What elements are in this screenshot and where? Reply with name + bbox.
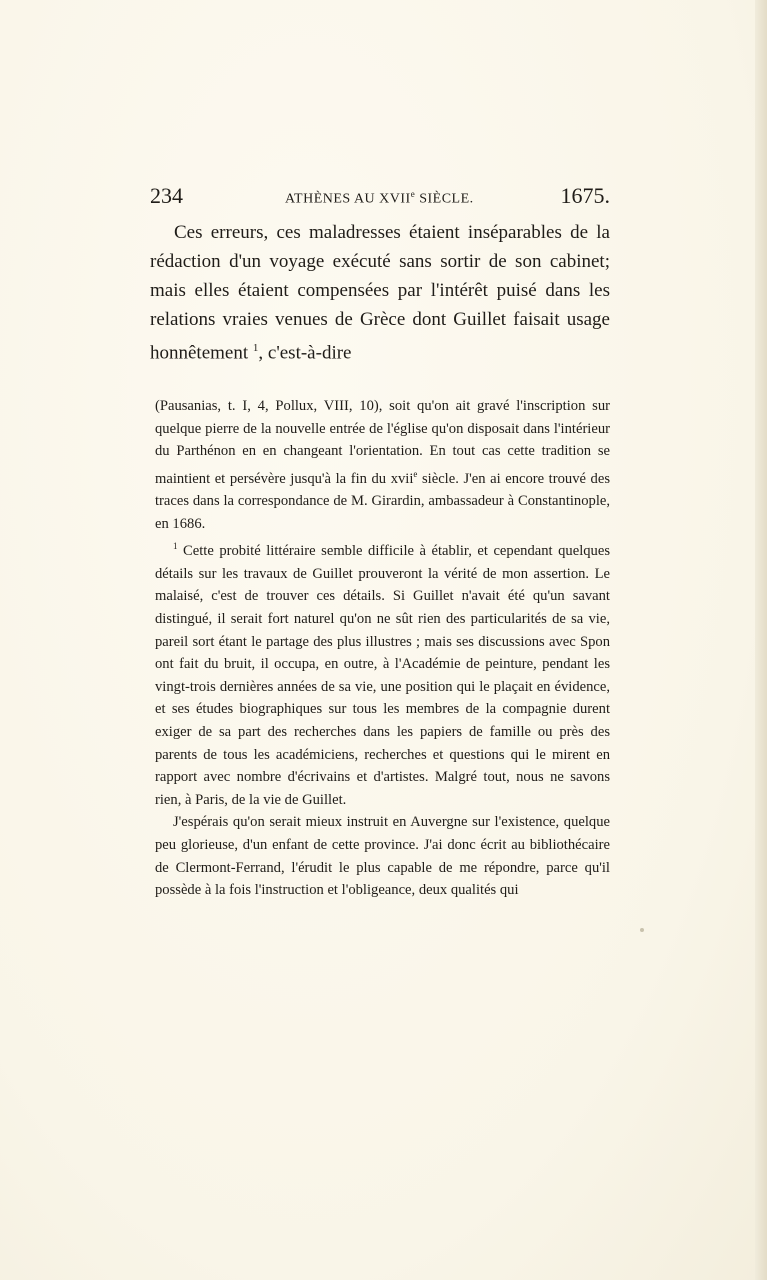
- footnote-1: $^1$ Cette probité littéraire semble difficile à établir, et cependant quelques détails sur les travaux de Guillet prouveront la vérité de mon assertion. Le malaisé, c'est de trouver ces détails. Si Guillet n'avait été qu'un savant distingué, il serait fort naturel qu'on ne sût rien des particularités de sa vie, pareil sort étant le partage des plus illustres ; mais ses discussions avec Spon ont fait du bruit, il occupa, en outre, à l'Académie de peinture, pendant les vingt-trois dernières années de sa vie, une position qui le plaçait en évidence, et ses études biographiques sur tous les membres de la compagnie durent exiger de sa part des recherches dans les papiers de famille ou près des parents de tous les académiciens, recherches et questions qui le mirent en rapport avec nombre d'écrivains et d'artistes. Malgré tout, nous ne savons rien, à Paris, de la vie de Guillet.: [155, 541, 610, 808]
- footnotes: [155, 395, 610, 902]
- footnote-mark: 1: [173, 541, 178, 552]
- footnote-reference: 1: [252, 342, 259, 354]
- running-title: ATHÈNES AU XVIIe SIÈCLE.: [285, 189, 474, 207]
- page-header: [150, 183, 610, 213]
- footnote-continued: (Pausanias, t. I, 4, Pollux, VIII, 10), soit qu'on ait gravé l'inscription sur quelque pierre de la nouvelle entrée de l'église qu'on disposait dans l'intérieur du Parthénon en en changeant l'orientation. En tout cas cette tradition se maintient et persévère jusqu'à la fin du xvii$^e$ siècle. J'en ai encore trouvé des traces dans la correspondance de M. Girardin, ambassadeur à Constantinople, en 1686.: [155, 398, 610, 532]
- paper-speck: [640, 928, 644, 932]
- main-paragraph: Ces erreurs, ces maladresses étaient inséparables de la rédaction d'un voyage exécuté sans sortir de son cabinet; mais elles étaient compensées par l'intérêt puisé dans les relations vraies venues de Grèce dont Guillet faisait usage honnêtement $^1$, c'est-à-dire: [150, 222, 610, 364]
- page-edge: [755, 0, 767, 1280]
- header-year: 1675.: [560, 183, 610, 208]
- page-number: 234: [150, 183, 183, 208]
- main-text: [150, 218, 610, 367]
- footnote-1-paragraph-2: J'espérais qu'on serait mieux instruit en Auvergne sur l'existence, quelque peu glorieuse, d'un enfant de cette province. J'ai donc écrit au bibliothécaire de Clermont-Ferrand, l'érudit le plus capable de me répondre, parce qu'il possède à la fois l'instruction et l'obligeance, deux qualités qui: [155, 814, 610, 899]
